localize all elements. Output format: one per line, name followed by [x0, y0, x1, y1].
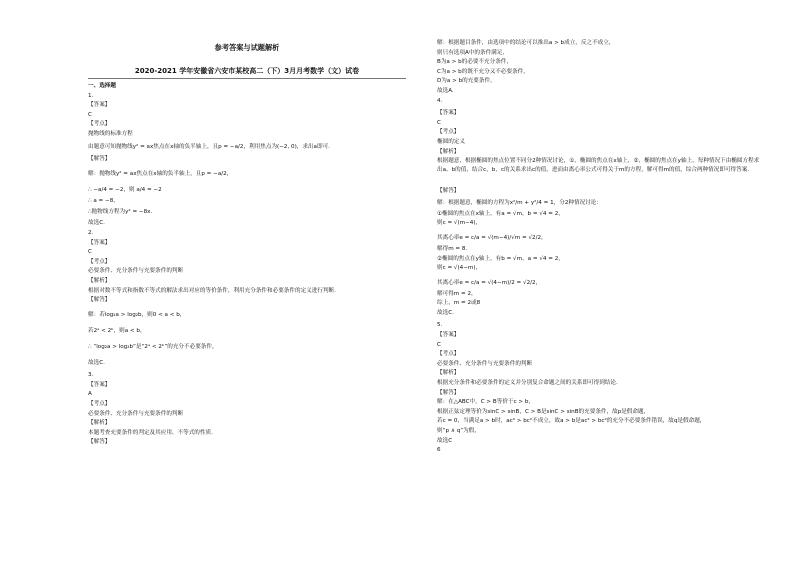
analysis-text: 由题意可知抛物线y² = ax焦点在x轴的负半轴上，且p = −a/2，利用焦点为(−2, 0)，求出a即可.: [88, 143, 330, 150]
conclusion: 故选C.: [88, 359, 105, 366]
topic-value: 抛物线的标准方程: [88, 130, 133, 137]
answer-value: C: [437, 119, 441, 126]
answer-label: 【答案】: [437, 332, 460, 339]
topic-value: 必要条件、充分条件与充要条件的判断: [437, 360, 533, 367]
section-heading: 一、选择题: [88, 83, 116, 89]
solution-line: B为a > b的必要不充分条件，: [437, 59, 512, 66]
solution-line: 综上，m = 2或8: [437, 300, 481, 307]
conclusion: 故选C.: [88, 220, 105, 227]
answer-value: C: [88, 111, 92, 118]
solution-line: ∴抛物线方程为y² = −8x.: [88, 209, 153, 216]
title-divider: [88, 78, 406, 79]
answer-label: 【答案】: [437, 110, 460, 117]
solution-line: C为a > b的既不充分又不必要条件，: [437, 68, 529, 75]
question-number: 2.: [88, 229, 94, 236]
answer-value: C: [88, 249, 92, 256]
solution-line: 若2ᵃ < 2ᵇ，则a < b，: [88, 327, 146, 334]
question-number: 1.: [88, 92, 94, 99]
solution-line: 则只有选项A中的条件满足，: [437, 49, 508, 56]
answer-label: 【答案】: [88, 381, 111, 388]
solution-line: D为a > b的充要条件，: [437, 78, 496, 85]
exam-subtitle: 2020-2021 学年安徽省六安市某校高二（下）3月月考数学（文）试卷: [134, 67, 360, 75]
analysis-label: 【解析】: [88, 420, 111, 427]
solution-label: 【解答】: [437, 188, 460, 195]
solution-label: 【解答】: [437, 389, 460, 396]
answer-value: A: [88, 391, 92, 398]
solution-line: 解：在△ABC中，C > B等价于c > b，: [437, 399, 534, 406]
left-column: [88, 82, 406, 448]
answer-label: 【答案】: [88, 239, 111, 246]
topic-label: 【考点】: [437, 129, 460, 136]
analysis-text: 根据充分条件和必要条件的定义并分别复合命题之间的关系即可得到结论.: [437, 380, 618, 387]
topic-value: 椭圆的定义: [437, 138, 465, 145]
conclusion: 故选C: [437, 437, 453, 444]
solution-line: 解可得m = 2，: [437, 290, 477, 297]
analysis-text: 根据题意，根据椭圆的焦点位置不同分2种情况讨论，①，椭圆的焦点在x轴上，②，椭圆的焦点在y轴上，每种情况下由椭圆方程求出a、b的值，结合c，b，c的关系求出c的值，进而由离心率公式可得关于m的方程，解可得m的值，综合两种情况即可得答案.: [437, 158, 760, 174]
page-title: 参考答案与试题解析: [214, 43, 280, 52]
answer-label: 【答案】: [88, 102, 111, 109]
solution-line: ∴ −a/4 = −2，则 a/4 = −2: [88, 186, 162, 193]
analysis-label: 【解析】: [437, 370, 460, 377]
topic-value: 必要条件、充分条件与充要条件的判断: [88, 268, 184, 275]
solution-line: 其离心率e = c/a = √(m−4)/√m = √2/2，: [437, 234, 547, 241]
solution-line: ∴ a = −8，: [88, 197, 119, 204]
solution-label: 【解答】: [88, 297, 111, 304]
solution-line: ①椭圆的焦点在x轴上，有a = √m，b = √4 = 2，: [437, 210, 564, 217]
solution-line: 解：根据题意，椭圆的方程为x²/m + y²/4 = 1，分2种情况讨论：: [437, 199, 602, 206]
topic-label: 【考点】: [88, 121, 111, 128]
solution-line: 解得m = 8.: [437, 245, 468, 252]
solution-line: ∴ “log₂a > log₂b”是“2ᵃ < 2ᵇ”的充分不必要条件，: [88, 343, 218, 350]
solution-line: ②椭圆的焦点在y轴上，有b = √m，a = √4 = 2，: [437, 255, 564, 262]
topic-label: 【考点】: [437, 351, 460, 358]
conclusion: 故选C.: [437, 309, 454, 316]
question-number: 4.: [437, 97, 443, 104]
question-number: 3.: [88, 372, 94, 379]
analysis-label: 【解析】: [88, 277, 111, 284]
solution-line: 若c = 0，当满足a > b时，ac² > bc²不成立，故a > b是ac² > bc²的充分不必要条件错误，故q是假命题，: [437, 418, 706, 425]
solution-line: 则“p ∧ q”为假，: [437, 428, 480, 434]
conclusion: 故选A.: [437, 87, 454, 94]
solution-line: 其离心率e = c/a = √(4−m)/2 = √2/2，: [437, 279, 542, 286]
solution-line: 解：抛物线y² = ax焦点在x轴的负半轴上，且p = −a/2，: [88, 170, 233, 177]
analysis-label: 【解析】: [437, 148, 460, 155]
topic-label: 【考点】: [88, 258, 111, 265]
solution-line: 则c = √(m−4)，: [437, 220, 482, 227]
right-column: [437, 39, 763, 456]
solution-label: 【解答】: [88, 439, 111, 446]
question-number: 5.: [437, 322, 443, 329]
solution-label: 【解答】: [88, 156, 111, 163]
solution-line: 解：若log₂a > log₂b，则0 < a < b，: [88, 311, 186, 318]
analysis-text: 根据对数不等式和指数不等式的解法求出对应的等价条件，利用充分条件和必要条件的定义进行判断.: [88, 287, 336, 294]
solution-line: 根据正弦定理等价为sinC > sinB，C > B是sinC > sinB的充要条件，故p是假命题，: [437, 408, 650, 415]
topic-label: 【考点】: [88, 401, 111, 408]
question-number: 6: [437, 447, 441, 454]
solution-line: 则c = √(4−m)，: [437, 265, 482, 272]
answer-value: C: [437, 341, 441, 348]
topic-value: 必要条件、充分条件与充要条件的判断: [88, 410, 184, 417]
solution-line: 解：根据题目条件，由选项中的结论可以推出a > b成立，反之不成立，: [437, 40, 615, 46]
analysis-text: 本题考查充要条件的判定及其应用、不等式的性质.: [88, 429, 213, 436]
